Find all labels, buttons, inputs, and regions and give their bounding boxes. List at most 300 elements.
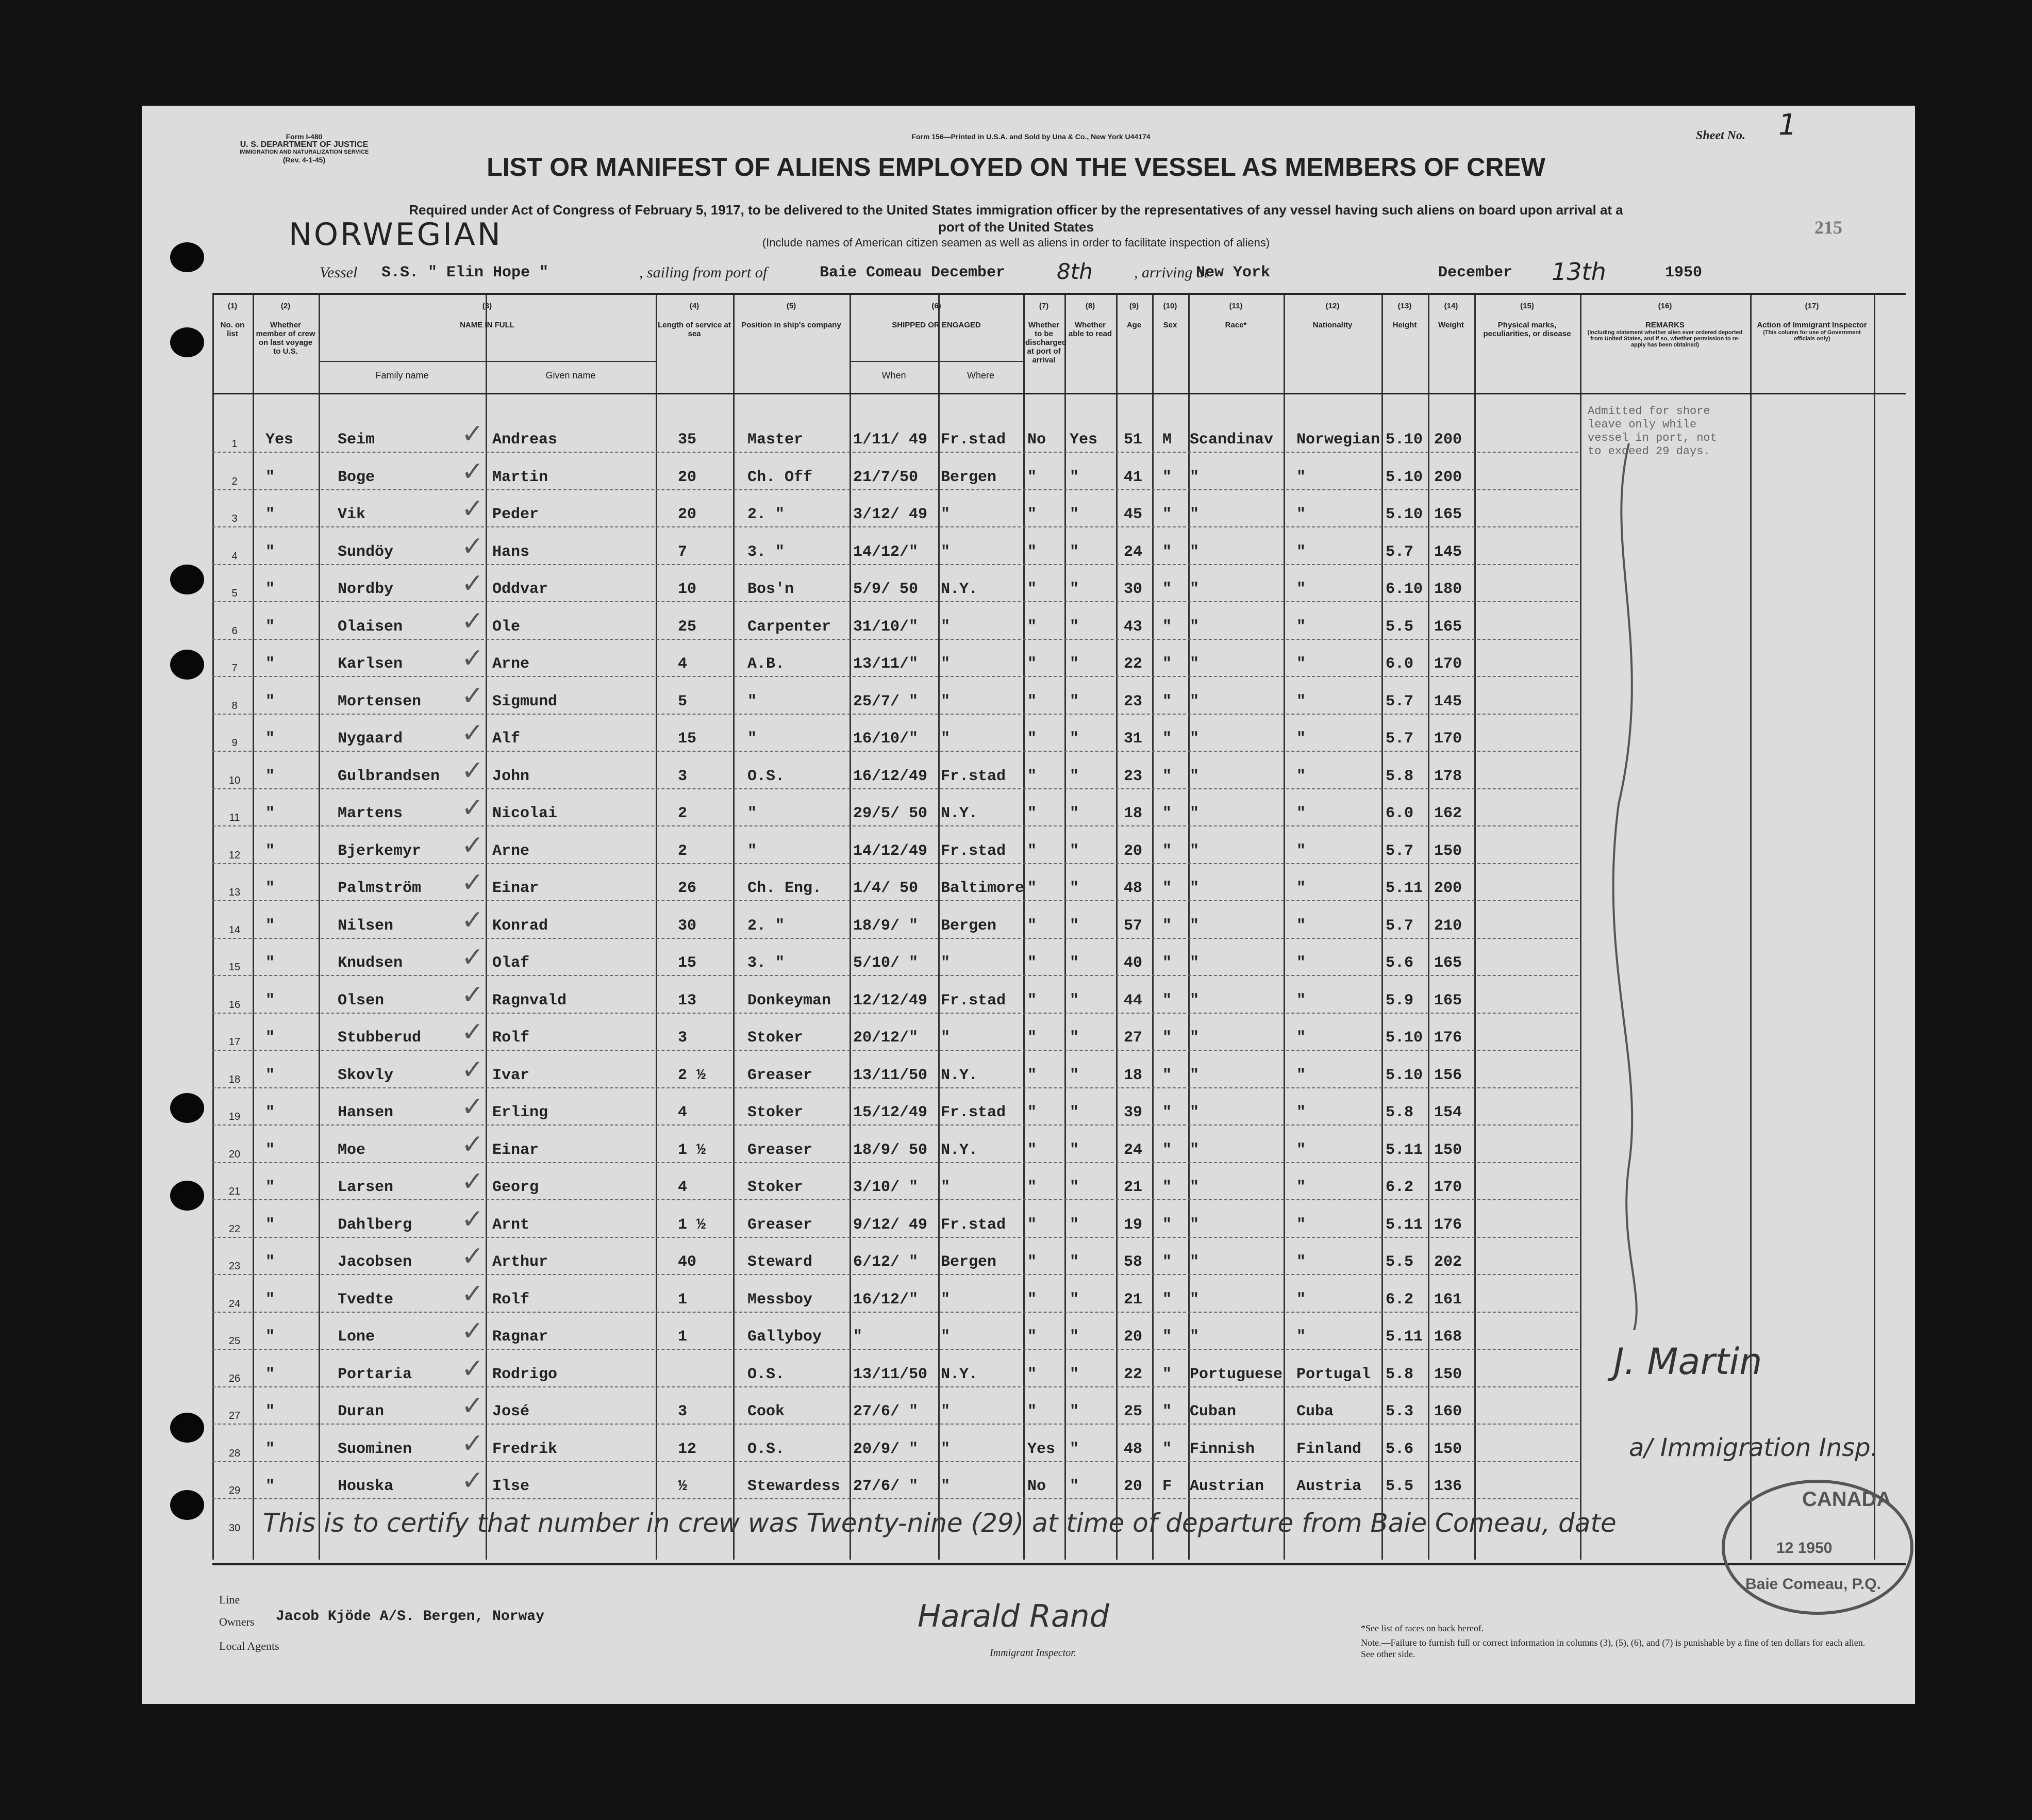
table-cell: ": [941, 1478, 951, 1495]
table-cell: Einar: [492, 880, 539, 897]
column-header: [733, 302, 850, 329]
table-cell: 27/6/ ": [853, 1403, 919, 1420]
table-cell: ": [1070, 1328, 1079, 1346]
row-rule: [212, 1050, 1578, 1051]
column-label: Action of Immigrant Inspector: [1757, 321, 1867, 329]
row-number: 3: [231, 513, 238, 524]
table-cell: ": [1190, 1253, 1200, 1271]
table-cell: ": [1296, 1104, 1306, 1121]
table-cell: 145: [1434, 692, 1462, 710]
table-cell: ": [1296, 1179, 1306, 1196]
column-header: [1188, 302, 1284, 329]
table-cell: ": [1027, 1253, 1037, 1271]
table-cell: ": [265, 1141, 275, 1159]
table-cell: 30: [1124, 581, 1143, 598]
table-cell: Yes: [1027, 1440, 1056, 1458]
table-cell: 14/12/": [853, 543, 919, 561]
owners-value: Jacob Kjöde A/S. Bergen, Norway: [276, 1609, 544, 1625]
table-cell: 20/12/": [853, 1029, 919, 1047]
table-cell: Moe: [338, 1141, 366, 1159]
table-cell: 20: [1124, 842, 1143, 860]
table-cell: 168: [1434, 1328, 1462, 1346]
table-cell: 4: [678, 1104, 688, 1121]
table-cell: ": [747, 805, 757, 822]
column-label: Height: [1392, 321, 1417, 329]
binder-hole: [170, 1413, 204, 1443]
column-label: REMARKS: [1645, 321, 1685, 329]
column-note: (Including statement whether alien ever ordered deported from United States, and if so, whether permission to re-apply has been obtained): [1587, 329, 1743, 348]
row-rule: [212, 1386, 1578, 1387]
stamp-date: 12 1950: [1776, 1540, 1833, 1557]
table-cell: ": [747, 730, 757, 748]
table-cell: Rolf: [492, 1290, 530, 1309]
row-rule: [212, 676, 1578, 677]
column-header: [656, 302, 733, 338]
column-subheader: Given name: [545, 370, 596, 380]
table-cell: ": [1190, 692, 1200, 710]
stamp-country: CANADA: [1802, 1488, 1892, 1511]
table-cell: ": [1070, 991, 1079, 1010]
table-cell: ": [1027, 1365, 1037, 1383]
column-header: [1064, 302, 1116, 338]
column-number: (8): [1085, 302, 1095, 310]
row-rule: [212, 639, 1578, 640]
table-cell: Lone: [338, 1328, 375, 1346]
table-cell: ": [1070, 730, 1079, 748]
table-cell: ": [265, 1104, 275, 1121]
table-cell: ": [1027, 1403, 1037, 1420]
table-cell: ": [1070, 1365, 1079, 1383]
table-cell: ": [1162, 581, 1172, 598]
table-cell: 5.11: [1386, 1328, 1423, 1346]
table-cell: 1/11/ 49: [853, 431, 928, 449]
table-cell: ": [1162, 1253, 1172, 1271]
table-cell: 161: [1434, 1290, 1462, 1309]
table-cell: 5.6: [1386, 954, 1414, 972]
table-cell: 21/7/50: [853, 468, 919, 486]
table-cell: 10: [678, 581, 697, 598]
row-rule: [212, 788, 1578, 789]
table-cell: Stewardess: [747, 1478, 841, 1495]
table-cell: Palmström: [338, 880, 422, 897]
row-rule: [212, 452, 1578, 453]
table-cell: 6/12/ ": [853, 1253, 919, 1271]
table-cell: 21: [1124, 1290, 1143, 1309]
table-cell: 3/12/ 49: [853, 506, 928, 523]
table-cell: O.S.: [747, 1365, 785, 1383]
table-cell: ": [1162, 1066, 1172, 1084]
table-cell: 15: [678, 954, 697, 972]
table-cell: Andreas: [492, 431, 558, 449]
table-cell: 1/4/ 50: [853, 880, 919, 897]
table-cell: 12: [678, 1440, 697, 1458]
table-cell: Seim: [338, 431, 375, 449]
column-number: (10): [1163, 302, 1177, 310]
table-cell: ": [1162, 917, 1172, 935]
table-cell: 5.11: [1386, 1141, 1423, 1159]
table-cell: 170: [1434, 655, 1462, 673]
table-cell: ": [265, 468, 275, 486]
table-cell: ": [747, 842, 757, 860]
table-cell: Stoker: [747, 1104, 804, 1121]
table-cell: Fr.stad: [941, 767, 1006, 785]
table-cell: ": [265, 1179, 275, 1196]
table-cell: ": [1296, 1141, 1306, 1159]
table-cell: ": [1070, 1066, 1079, 1084]
table-cell: Olaisen: [338, 618, 403, 636]
table-cell: ": [1070, 468, 1079, 486]
table-cell: Konrad: [492, 917, 548, 935]
table-cell: Martens: [338, 805, 403, 822]
table-cell: ": [1190, 1328, 1200, 1346]
table-cell: 23: [1124, 692, 1143, 710]
port-stamp: [1722, 1480, 1913, 1615]
table-cell: 2. ": [747, 506, 785, 523]
vessel-label: Vessel: [320, 264, 358, 281]
row-number: 27: [228, 1410, 241, 1421]
table-cell: Ole: [492, 618, 521, 636]
table-cell: 5.3: [1386, 1403, 1414, 1420]
revision: (Rev. 4-1-45): [282, 156, 326, 164]
owners-label: Owners: [219, 1615, 255, 1628]
table-cell: ": [1027, 842, 1037, 860]
table-cell: 35: [678, 431, 697, 449]
row-number: 20: [228, 1148, 241, 1160]
table-cell: ": [1027, 1216, 1037, 1234]
table-cell: ": [941, 506, 951, 523]
table-cell: ": [1027, 506, 1037, 523]
table-cell: Finland: [1296, 1440, 1362, 1458]
table-cell: 5/10/ ": [853, 954, 919, 972]
table-cell: Fr.stad: [941, 991, 1006, 1010]
table-cell: 3. ": [747, 954, 785, 972]
table-cell: ": [1162, 506, 1172, 523]
table-cell: ": [1162, 1141, 1172, 1159]
table-cell: 2: [678, 805, 688, 822]
table-cell: ": [1070, 1104, 1079, 1121]
vessel-name: S.S. " Elin Hope ": [381, 264, 549, 282]
table-cell: ": [1070, 1141, 1079, 1159]
table-cell: 145: [1434, 543, 1462, 561]
table-cell: Arne: [492, 842, 530, 860]
table-cell: ": [1070, 1179, 1079, 1196]
table-cell: Nordby: [338, 581, 394, 598]
table-cell: Donkeyman: [747, 991, 831, 1010]
table-cell: ": [1162, 655, 1172, 673]
table-cell: ": [1070, 543, 1079, 561]
table-cell: 4: [678, 1179, 688, 1196]
table-cell: 25: [1124, 1403, 1143, 1420]
table-cell: ": [1162, 1403, 1172, 1420]
column-header: [319, 302, 656, 329]
inspector-label: Immigrant Inspector.: [990, 1647, 1076, 1659]
table-cell: ": [1190, 767, 1200, 785]
table-cell: ": [1296, 954, 1306, 972]
column-header: [1580, 302, 1750, 348]
table-cell: 48: [1124, 880, 1143, 897]
table-cell: 176: [1434, 1216, 1462, 1234]
column-label: Whether able to read: [1068, 321, 1112, 338]
row-number: 22: [228, 1223, 241, 1235]
table-cell: Yes: [265, 431, 294, 449]
table-cell: Rodrigo: [492, 1365, 558, 1383]
column-header: [1474, 302, 1580, 338]
table-cell: 5.5: [1386, 1478, 1414, 1495]
table-cell: Stubberud: [338, 1029, 422, 1047]
table-cell: 3/10/ ": [853, 1179, 919, 1196]
row-rule: [212, 1312, 1578, 1313]
table-cell: O.S.: [747, 767, 785, 785]
table-cell: ": [1027, 1104, 1037, 1121]
check-mark-icon: ✓: [461, 1091, 484, 1122]
table-cell: 40: [678, 1253, 697, 1271]
table-cell: N.Y.: [941, 805, 978, 822]
table-cell: ": [1070, 618, 1079, 636]
footer-note: Note.—Failure to furnish full or correct information in columns (3), (5), (6), and (7) is punishable by a fine of ten dollars for each alien. See other side.: [1361, 1637, 1866, 1659]
table-cell: ": [1162, 1104, 1172, 1121]
table-cell: 5.11: [1386, 1216, 1423, 1234]
table-cell: 30: [678, 917, 697, 935]
column-number: (16): [1658, 302, 1672, 310]
table-cell: A.B.: [747, 655, 785, 673]
printer-line: Form 156—Printed in U.S.A. and Sold by Una & Co., New York U44174: [911, 133, 1151, 141]
table-cell: ": [265, 1216, 275, 1234]
table-cell: ": [1027, 692, 1037, 710]
table-cell: 210: [1434, 917, 1462, 935]
column-header: [253, 302, 319, 356]
table-cell: ": [265, 1478, 275, 1495]
table-cell: José: [492, 1403, 530, 1420]
table-cell: 20: [678, 506, 697, 523]
row-number: 11: [229, 812, 240, 823]
table-cell: ": [1190, 880, 1200, 897]
check-mark-icon: ✓: [461, 419, 484, 450]
inspector-signature: Harald Rand: [918, 1598, 1109, 1634]
table-cell: Portugal: [1296, 1365, 1371, 1383]
table-cell: Austrian: [1190, 1478, 1264, 1495]
table-cell: 18/9/ ": [853, 917, 919, 935]
table-cell: ": [941, 954, 951, 972]
sheet-number: 1: [1778, 108, 1797, 142]
races-note: *See list of races on back hereof.: [1361, 1623, 1484, 1633]
table-cell: ": [1190, 991, 1200, 1010]
row-rule: [212, 1349, 1578, 1350]
table-cell: Arnt: [492, 1216, 530, 1234]
table-cell: ": [1162, 692, 1172, 710]
row-number: 10: [228, 774, 241, 786]
column-number: (13): [1397, 302, 1412, 310]
table-cell: 20: [678, 468, 697, 486]
table-cell: Fredrik: [492, 1440, 558, 1458]
table-cell: Boge: [338, 468, 375, 486]
table-cell: ": [265, 655, 275, 673]
row-number: 14: [228, 924, 241, 936]
table-cell: 51: [1124, 431, 1143, 449]
check-mark-icon: ✓: [461, 680, 484, 712]
table-cell: ": [265, 917, 275, 935]
row-number: 2: [231, 475, 238, 487]
table-cell: Nicolai: [492, 805, 558, 822]
table-cell: ": [1190, 1104, 1200, 1121]
table-cell: ": [1070, 506, 1079, 523]
table-cell: ": [1070, 1478, 1079, 1495]
table-cell: ": [1027, 1141, 1037, 1159]
table-cell: Greaser: [747, 1066, 813, 1084]
row-rule: [212, 1013, 1578, 1014]
row-rule: [212, 900, 1578, 901]
table-cell: Sundöy: [338, 543, 394, 561]
table-cell: ": [941, 1328, 951, 1346]
table-cell: ": [1190, 1066, 1200, 1084]
table-cell: ": [1190, 1216, 1200, 1234]
table-cell: Karlsen: [338, 655, 403, 673]
table-cell: 6.2: [1386, 1179, 1414, 1196]
table-cell: 5.11: [1386, 880, 1423, 897]
check-mark-icon: ✓: [461, 1391, 484, 1421]
table-cell: ": [1162, 543, 1172, 561]
table-cell: ": [1027, 991, 1037, 1010]
table-cell: Finnish: [1190, 1440, 1255, 1458]
table-cell: ": [265, 692, 275, 710]
table-cell: ": [265, 1066, 275, 1084]
table-cell: ": [1027, 1029, 1037, 1047]
table-cell: ": [1070, 655, 1079, 673]
table-cell: 160: [1434, 1403, 1462, 1420]
column-number: (17): [1805, 302, 1819, 310]
table-cell: ": [1162, 991, 1172, 1010]
row-number: 9: [231, 737, 238, 749]
table-cell: ": [1296, 1328, 1306, 1346]
table-cell: Yes: [1070, 431, 1098, 449]
table-cell: 5.8: [1386, 767, 1414, 785]
table-cell: ": [1027, 880, 1037, 897]
check-mark-icon: ✓: [461, 1017, 484, 1048]
table-cell: 19: [1124, 1216, 1143, 1234]
stamp-number: 215: [1814, 217, 1842, 238]
row-number: 23: [228, 1261, 241, 1272]
table-cell: Bergen: [941, 468, 997, 486]
table-cell: Ragnar: [492, 1328, 548, 1346]
check-mark-icon: ✓: [461, 1278, 484, 1310]
table-cell: 39: [1124, 1104, 1143, 1121]
table-cell: Ivar: [492, 1066, 530, 1084]
row-rule: [212, 1237, 1578, 1238]
table-cell: Bergen: [941, 1253, 997, 1271]
table-cell: ": [265, 618, 275, 636]
table-cell: 3. ": [747, 543, 785, 561]
column-label: NAME IN FULL: [460, 321, 514, 329]
table-cell: ": [1190, 468, 1200, 486]
table-cell: 5.10: [1386, 468, 1423, 486]
arriving-label: , arriving at: [1134, 264, 1209, 281]
table-cell: 16/10/": [853, 730, 919, 748]
table-cell: 6.2: [1386, 1290, 1414, 1309]
table-cell: Duran: [338, 1403, 385, 1420]
table-cell: ": [1027, 805, 1037, 822]
table-cell: Stoker: [747, 1179, 804, 1196]
table-cell: ": [1296, 991, 1306, 1010]
table-cell: ": [1296, 1253, 1306, 1271]
table-cell: ": [941, 543, 951, 561]
table-cell: Oddvar: [492, 581, 548, 598]
table-cell: ": [1296, 880, 1306, 897]
table-cell: 57: [1124, 917, 1143, 935]
table-cell: Rolf: [492, 1029, 530, 1047]
table-cell: ": [1027, 1179, 1037, 1196]
table-cell: Cuba: [1296, 1403, 1334, 1420]
table-cell: ": [1296, 1066, 1306, 1084]
table-cell: ": [1070, 1029, 1079, 1047]
table-cell: ": [1190, 917, 1200, 935]
table-cell: ": [1296, 917, 1306, 935]
table-cell: Houska: [338, 1478, 394, 1495]
column-number: (11): [1229, 302, 1243, 310]
table-cell: ": [1070, 692, 1079, 710]
table-cell: Bos'n: [747, 581, 794, 598]
table-cell: Jacobsen: [338, 1253, 412, 1271]
table-cell: Martin: [492, 468, 548, 486]
table-cell: ": [1027, 1290, 1037, 1309]
table-cell: Stoker: [747, 1029, 804, 1047]
table-cell: 5/9/ 50: [853, 581, 919, 598]
table-cell: Skovly: [338, 1066, 394, 1084]
table-cell: ": [1162, 1216, 1172, 1234]
row-number: 1: [231, 438, 238, 450]
table-cell: ": [1027, 730, 1037, 748]
table-cell: ": [853, 1328, 863, 1346]
table-cell: ": [1190, 954, 1200, 972]
table-cell: Georg: [492, 1179, 539, 1196]
table-cell: 2. ": [747, 917, 785, 935]
row-number: 6: [231, 625, 238, 637]
table-cell: 202: [1434, 1253, 1462, 1271]
table-cell: ": [1162, 618, 1172, 636]
table-cell: 176: [1434, 1029, 1462, 1047]
table-cell: 31: [1124, 730, 1143, 748]
binder-hole: [170, 1093, 204, 1123]
table-cell: 16/12/49: [853, 767, 928, 785]
table-cell: 5: [678, 692, 688, 710]
table-cell: ": [1070, 581, 1079, 598]
row-number: 29: [228, 1485, 241, 1496]
table-cell: 6.0: [1386, 655, 1414, 673]
table-cell: 1 ½: [678, 1216, 706, 1234]
table-cell: ": [941, 655, 951, 673]
table-cell: ": [265, 1403, 275, 1420]
table-cell: 3: [678, 1029, 688, 1047]
table-cell: ": [941, 1290, 951, 1309]
table-cell: 165: [1434, 506, 1462, 523]
table-cell: 18: [1124, 805, 1143, 822]
row-number: 18: [228, 1073, 241, 1085]
column-header: [850, 302, 1023, 329]
table-cell: ": [1162, 880, 1172, 897]
table-cell: 20: [1124, 1478, 1143, 1495]
sailing-label: , sailing from port of: [639, 264, 768, 281]
column-label: No. on list: [220, 321, 245, 338]
table-cell: ": [1070, 954, 1079, 972]
table-cell: Nygaard: [338, 730, 403, 748]
table-cell: 20/9/ ": [853, 1440, 919, 1458]
table-cell: 6.10: [1386, 581, 1423, 598]
table-cell: M: [1162, 431, 1172, 449]
table-cell: O.S.: [747, 1440, 785, 1458]
table-cell: ": [1027, 468, 1037, 486]
table-cell: ": [1070, 767, 1079, 785]
table-cell: ": [1070, 1253, 1079, 1271]
column-label: Sex: [1163, 321, 1177, 329]
service: IMMIGRATION AND NATURALIZATION SERVICE: [239, 149, 369, 155]
